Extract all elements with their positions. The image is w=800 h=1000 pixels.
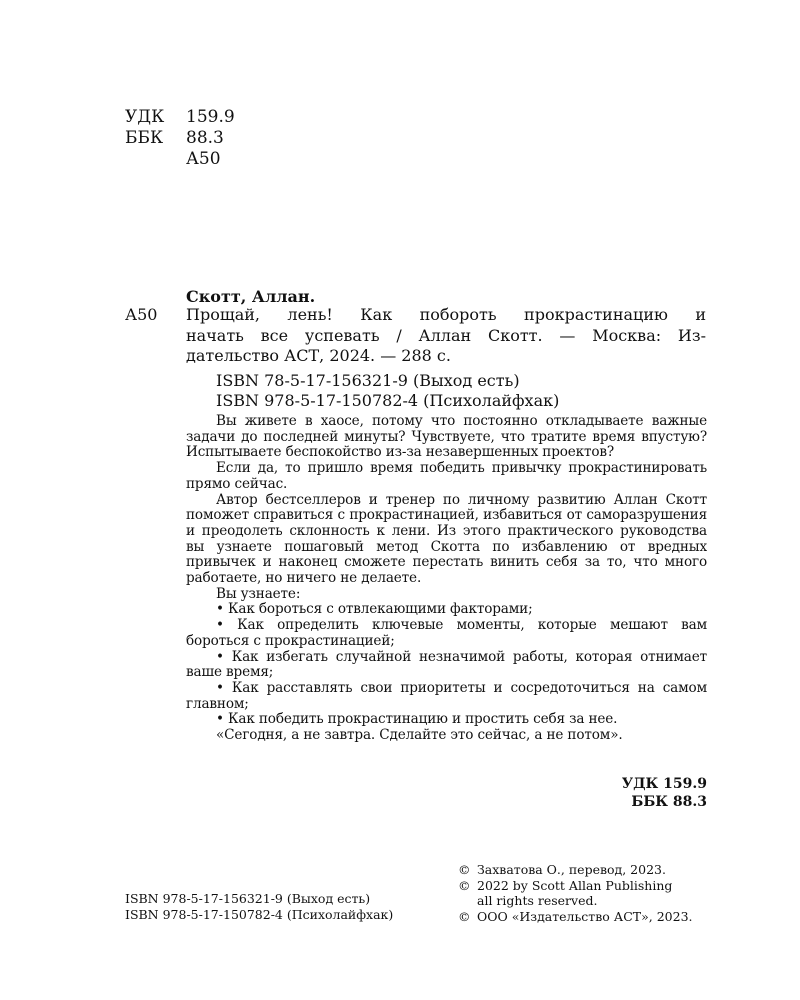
title-description (186, 305, 706, 367)
title-line: начать все успевать / Аллан Скотт. — Москва: Из- (186, 325, 706, 345)
isbn-bottom-line: ISBN 978-5-17-156321-9 (Выход есть) (125, 891, 371, 906)
copyright-symbol: © (458, 877, 471, 893)
copyright-line (458, 909, 693, 925)
annotation-paragraph: Автор бестселлеров и тренер по личному развитию Аллан Скотт поможет справиться с прокрастинацией, избавиться от саморазрушения и преодолеть склонность к лени. Из этого практического руководства вы узнаете пошаговый метод Скотта по избавлению от вредных привычек и наконец сможете перестать винить себя за то, что много работаете, но ничего не делаете. (186, 491, 707, 587)
isbn-list (216, 371, 559, 411)
isbn-line: ISBN 978-5-17-150782-4 (Психолайфхак) (216, 391, 560, 410)
copyright-text: 2022 by Scott Allan Publishing (477, 877, 673, 893)
copyright-text: Захватова О., перевод, 2023. (477, 862, 666, 877)
title-line: Прощай, лень! Как побороть прокрастинацию и (186, 305, 706, 324)
copyright-line (458, 862, 693, 878)
bbk-label: ББК (125, 128, 164, 148)
annotation-quote: «Сегодня, а не завтра. Сделайте это сейчас, а не потом». (216, 727, 623, 744)
author-mark-top: А50 (186, 149, 221, 169)
bbk-row (125, 128, 235, 149)
annotation (186, 414, 707, 744)
bbk-code: ББК 88.3 (631, 794, 707, 810)
annotation-paragraph: Вы живете в хаосе, потому что постоянно откладываете важные задачи до последней минуты? Чувствуете, что тратите время впустую? Испытываете беспокойство из-за незавершенных проектов? (186, 413, 707, 461)
annotation-paragraph: Если да, то пришло время победить привычку прокрастинировать прямо сейчас. (186, 460, 707, 492)
udk-value: 159.9 (186, 107, 235, 127)
annotation-bullet: • Как победить прокрастинацию и простить себя за нее. (216, 711, 618, 728)
classification-codes (125, 107, 235, 170)
author-mark-row (125, 149, 235, 170)
annotation-bullet: • Как избегать случайной незначимой работы, которая отнимает ваше время; (186, 648, 707, 681)
author-heading: Скотт, Аллан. (186, 287, 316, 306)
copyright-text: all rights reserved. (477, 893, 598, 908)
copyright-symbol: © (458, 862, 471, 877)
annotation-bullet: • Как бороться с отвлекающими факторами; (216, 601, 533, 618)
title-line: дательство АСТ, 2024. — 288 с. (186, 346, 451, 365)
copyright-line (458, 893, 693, 909)
copyright-text: ООО «Издательство АСТ», 2023. (477, 908, 693, 924)
annotation-bullet: • Как расставлять свои приоритеты и сосредоточиться на самом главном; (186, 679, 707, 712)
author-mark: А50 (125, 305, 158, 324)
copyright-symbol (458, 893, 477, 909)
isbn-bottom (125, 891, 393, 922)
udk-code: УДК 159.9 (621, 776, 707, 792)
annotation-paragraph: Вы узнаете: (216, 585, 301, 602)
copyright-line (458, 878, 693, 894)
udk-row (125, 107, 235, 128)
copyright-block (458, 862, 693, 924)
isbn-bottom-line: ISBN 978-5-17-150782-4 (Психолайфхак) (125, 906, 394, 922)
classification-codes-bottom (540, 775, 707, 811)
bbk-value: 88.3 (186, 128, 224, 148)
annotation-bullet: • Как определить ключевые моменты, которые мешают вам бороться с прокрастинацией; (186, 617, 707, 649)
copyright-symbol: © (458, 908, 471, 924)
udk-label: УДК (125, 107, 165, 127)
isbn-line: ISBN 78-5-17-156321-9 (Выход есть) (216, 371, 520, 390)
